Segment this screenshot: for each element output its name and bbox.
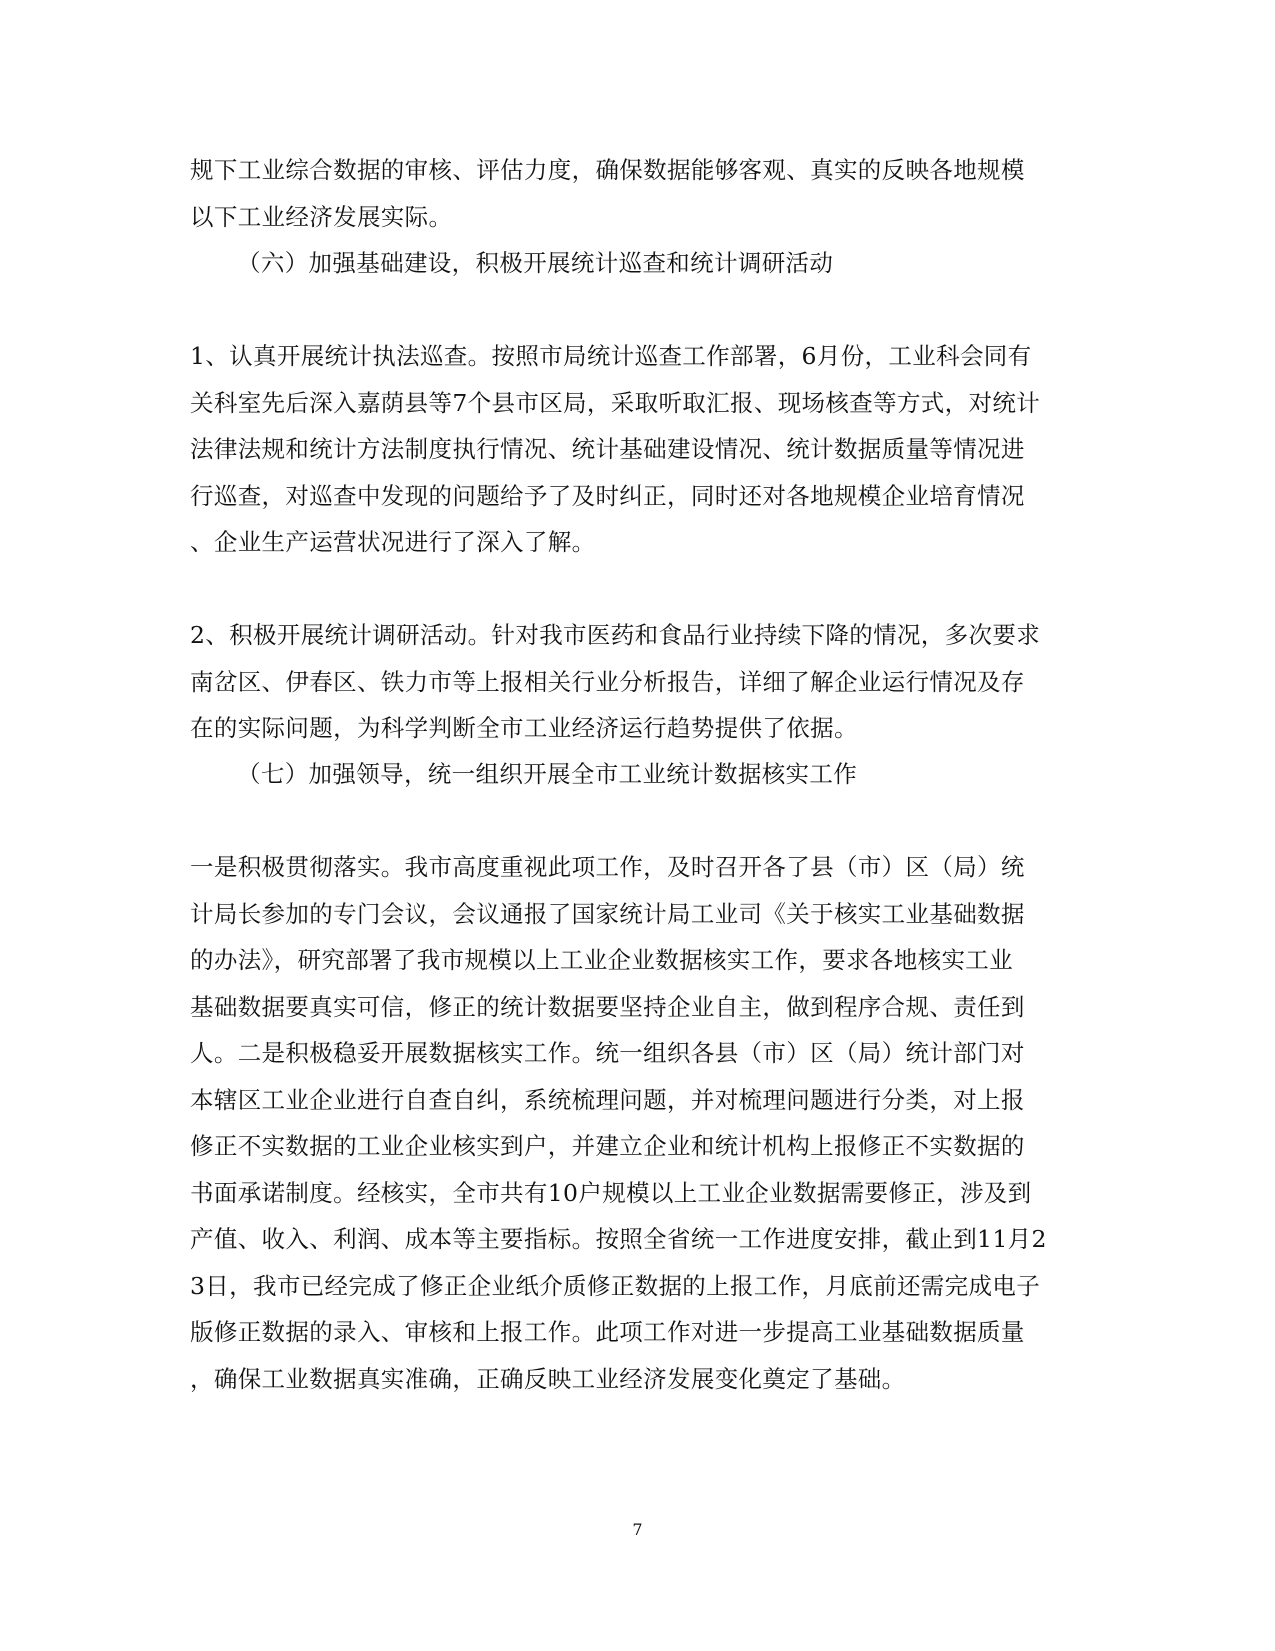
section-heading: （七）加强领导，统一组织开展全市工业统计数据核实工作: [237, 760, 858, 788]
text-line: 人。二是积极稳妥开展数据核实工作。统一组织各县（市）区（局）统计部门对: [190, 1039, 1025, 1067]
text-line: 产值、收入、利润、成本等主要指标。按照全省统一工作进度安排，截止到11月2: [190, 1225, 1047, 1253]
text-line: 3日，我市已经完成了修正企业纸介质修正数据的上报工作，月底前还需完成电子: [190, 1272, 1041, 1300]
section-heading: （六）加强基础建设，积极开展统计巡查和统计调研活动: [237, 249, 834, 277]
text-line: 法律法规和统计方法制度执行情况、统计基础建设情况、统计数据质量等情况进: [190, 435, 1025, 463]
text-line: 南岔区、伊春区、铁力市等上报相关行业分析报告，详细了解企业运行情况及存: [190, 668, 1025, 696]
text-line: 一是积极贯彻落实。我市高度重视此项工作，及时召开各了县（市）区（局）统: [190, 853, 1025, 881]
text-line: ，确保工业数据真实准确，正确反映工业经济发展变化奠定了基础。: [190, 1365, 906, 1393]
text-line: 基础数据要真实可信，修正的统计数据要坚持企业自主，做到程序合规、责任到: [190, 993, 1025, 1021]
text-line: 在的实际问题，为科学判断全市工业经济运行趋势提供了依据。: [190, 714, 858, 742]
text-line: 1、认真开展统计执法巡查。按照市局统计巡查工作部署，6月份，工业科会同有: [190, 342, 1032, 370]
text-line: 2、积极开展统计调研活动。针对我市医药和食品行业持续下降的情况，多次要求: [190, 621, 1041, 649]
page-number: 7: [632, 1520, 643, 1539]
text-line: 计局长参加的专门会议，会议通报了国家统计局工业司《关于核实工业基础数据: [190, 900, 1025, 928]
text-line: 本辖区工业企业进行自查自纠，系统梳理问题，并对梳理问题进行分类，对上报: [190, 1086, 1025, 1114]
text-line: 的办法》，研究部署了我市规模以上工业企业数据核实工作，要求各地核实工业: [190, 946, 1013, 974]
text-line: 以下工业经济发展实际。: [190, 203, 453, 231]
text-line: 关科室先后深入嘉荫县等7个县市区局，采取听取汇报、现场核查等方式，对统计: [190, 389, 1041, 417]
text-line: 修正不实数据的工业企业核实到户，并建立企业和统计机构上报修正不实数据的: [190, 1132, 1025, 1160]
text-line: 规下工业综合数据的审核、评估力度，确保数据能够客观、真实的反映各地规模: [190, 156, 1025, 184]
text-line: 、企业生产运营状况进行了深入了解。: [190, 528, 596, 556]
text-line: 版修正数据的录入、审核和上报工作。此项工作对进一步提高工业基础数据质量: [190, 1318, 1025, 1346]
text-line: 书面承诺制度。经核实，全市共有10户规模以上工业企业数据需要修正，涉及到: [190, 1179, 1032, 1207]
text-line: 行巡查，对巡查中发现的问题给予了及时纠正，同时还对各地规模企业培育情况: [190, 482, 1025, 510]
